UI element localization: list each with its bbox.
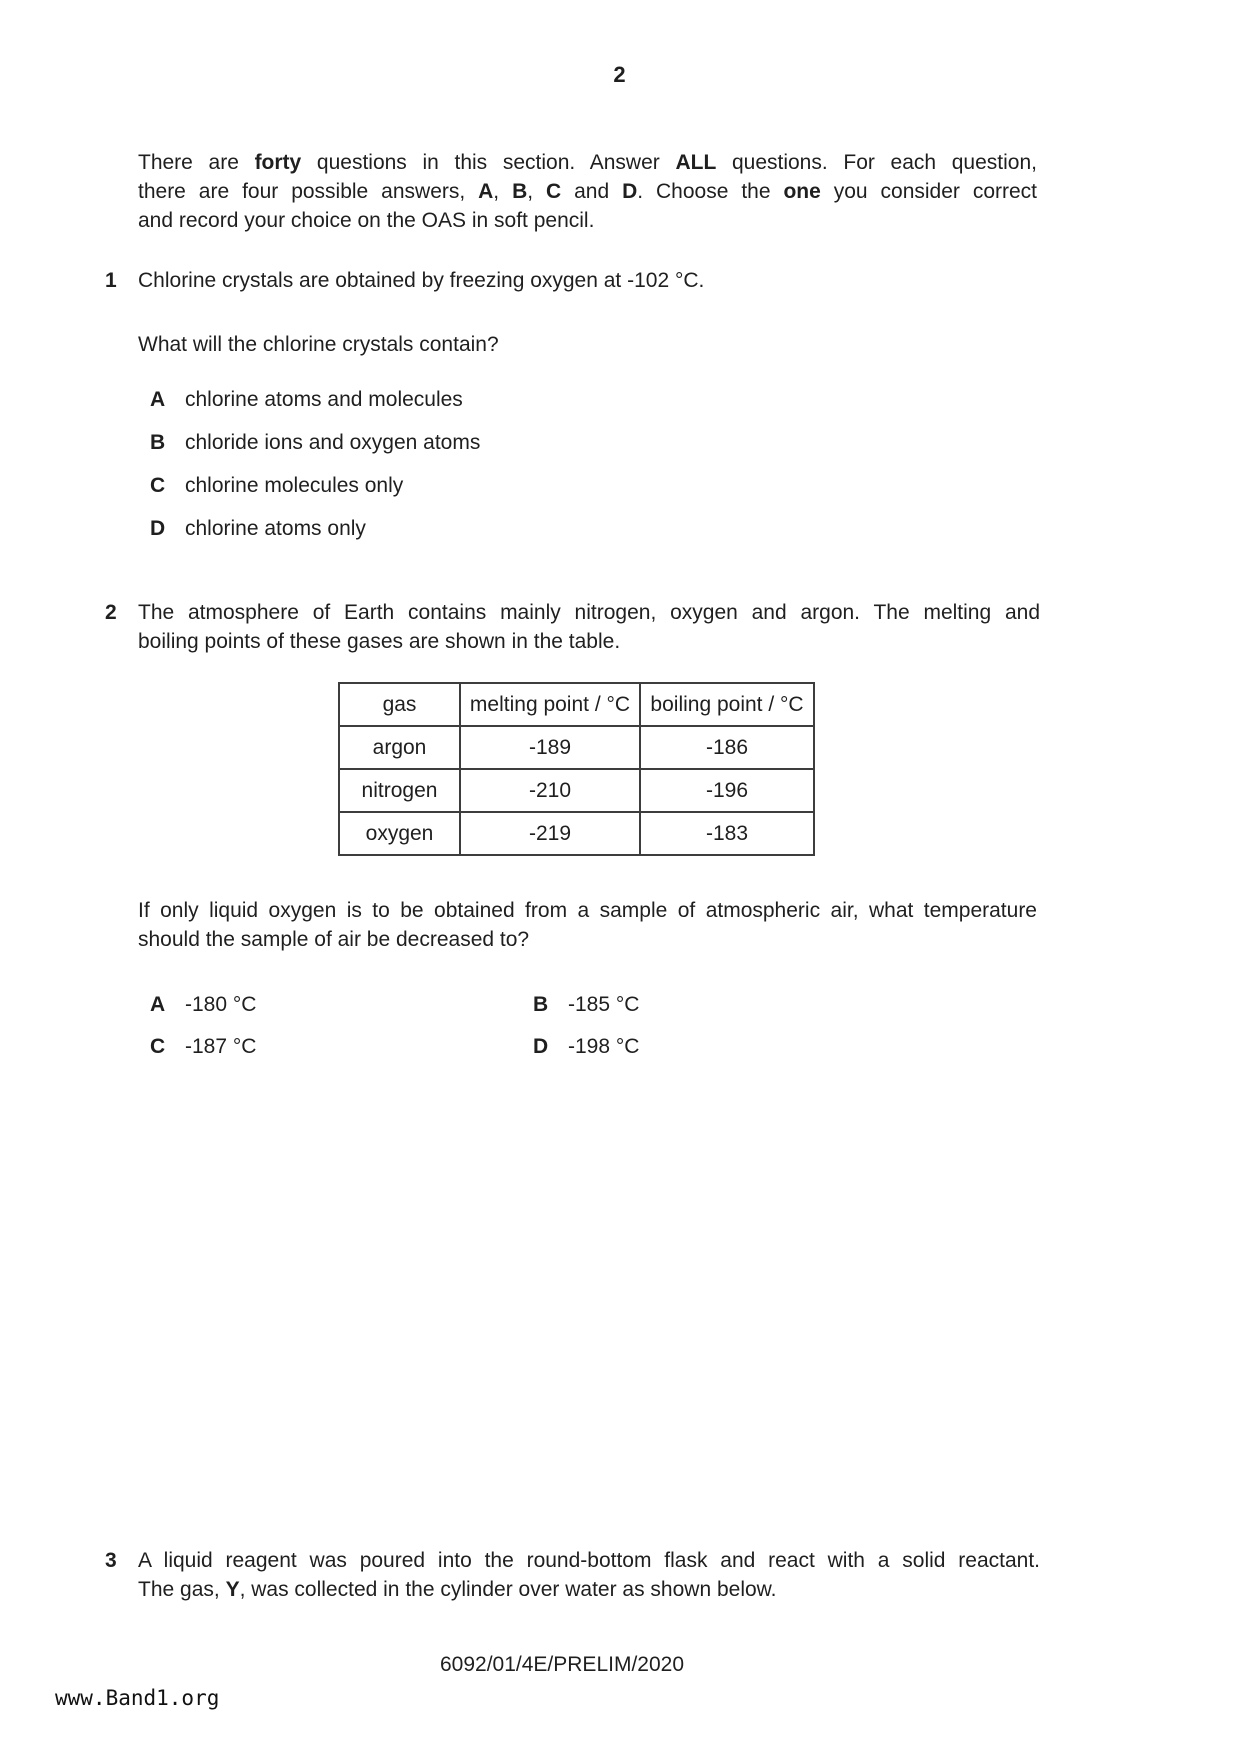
text-segment: . Choose the — [637, 180, 784, 203]
stem-line-2: boiling points of these gases are shown in the table. — [138, 630, 621, 653]
option-letter: D — [150, 517, 166, 540]
prompt-line-2: should the sample of air be decreased to? — [138, 928, 530, 951]
text-segment: and record your choice on the OAS in soft pencil. — [138, 209, 595, 232]
watermark-url: www.Band1.org — [55, 1686, 220, 1710]
question-2-options — [105, 990, 1040, 1061]
option-text: chloride ions and oxygen atoms — [185, 431, 481, 454]
question-2-prompt — [105, 896, 1037, 954]
question-number: 1 — [105, 269, 117, 292]
option-letter: B — [533, 993, 549, 1016]
option-text: -185 °C — [568, 993, 640, 1016]
table-row — [339, 812, 814, 855]
option-row-d — [150, 514, 1040, 543]
table-header-cell: melting point / °C — [460, 683, 640, 726]
table-row — [339, 726, 814, 769]
table-header-cell: boiling point / °C — [640, 683, 814, 726]
text-segment: C — [546, 180, 562, 203]
question-1-prompt: What will the chlorine crystals contain? — [138, 333, 499, 356]
instructions-line-3 — [138, 206, 1037, 235]
text-segment: Y — [225, 1578, 240, 1601]
question-2-stem-row — [105, 598, 1040, 656]
table-cell: -189 — [460, 726, 640, 769]
question-1-stem-row — [105, 266, 1040, 295]
instructions-line-1 — [138, 148, 1037, 177]
text-segment: ALL — [675, 151, 717, 174]
melting-boiling-points-table — [338, 682, 815, 856]
text-segment: , — [493, 180, 513, 203]
option-row-a — [150, 990, 533, 1019]
text-segment: you consider correct — [820, 180, 1037, 203]
option-text: -187 °C — [185, 1035, 257, 1058]
table-row — [339, 769, 814, 812]
option-letter: A — [150, 993, 166, 1016]
option-text: chlorine molecules only — [185, 474, 404, 497]
text-segment: forty — [254, 151, 302, 174]
text-segment: The gas, — [138, 1578, 226, 1601]
text-segment: one — [783, 180, 821, 203]
stem-line-1: The atmosphere of Earth contains mainly nitrogen, oxygen and argon. The melting and — [138, 601, 1040, 624]
text-segment: There are — [138, 151, 255, 174]
stem-line-2 — [138, 1575, 1040, 1604]
text-segment: A — [478, 180, 494, 203]
question-1-options — [105, 385, 1040, 543]
question-stem: Chlorine crystals are obtained by freezing oxygen at -102 °C. — [138, 269, 705, 292]
text-segment: and — [561, 180, 623, 203]
table-cell: -219 — [460, 812, 640, 855]
question-2 — [105, 598, 1040, 1061]
stem-line-1 — [138, 1546, 1040, 1575]
table-cell: argon — [339, 726, 460, 769]
option-text: chlorine atoms only — [185, 517, 366, 540]
text-segment: , was collected in the cylinder over water as shown below. — [239, 1578, 777, 1601]
option-row-c — [150, 471, 1040, 500]
text-segment: , — [527, 180, 546, 203]
option-row-c — [150, 1032, 533, 1061]
table-cell: oxygen — [339, 812, 460, 855]
text-segment: questions. For each question, — [716, 151, 1037, 174]
option-letter: C — [150, 1035, 166, 1058]
question-number: 3 — [105, 1549, 117, 1572]
option-letter: A — [150, 388, 166, 411]
table-cell: nitrogen — [339, 769, 460, 812]
option-row-b — [150, 428, 1040, 457]
option-text: -180 °C — [185, 993, 257, 1016]
footer-paper-code: 6092/01/4E/PRELIM/2020 — [440, 1653, 685, 1676]
text-segment: A liquid reagent was poured into the round-bottom flask and react with a solid reactant. — [138, 1549, 1040, 1572]
question-stem — [138, 598, 1040, 656]
option-letter: B — [150, 431, 166, 454]
question-3 — [105, 1546, 1040, 1604]
option-row-a — [150, 385, 1040, 414]
question-stem — [138, 1546, 1040, 1604]
table-cell: -186 — [640, 726, 814, 769]
option-letter: D — [533, 1035, 549, 1058]
text-segment: questions in this section. Answer — [301, 151, 676, 174]
table-cell: -210 — [460, 769, 640, 812]
section-instructions — [138, 148, 1037, 235]
table-header-row — [339, 683, 814, 726]
table-header-cell: gas — [339, 683, 460, 726]
text-segment: there are four possible answers, — [138, 180, 479, 203]
option-text: -198 °C — [568, 1035, 640, 1058]
table-cell: -183 — [640, 812, 814, 855]
text-segment: D — [622, 180, 638, 203]
page-number: 2 — [613, 62, 626, 87]
option-letter: C — [150, 474, 166, 497]
question-1 — [105, 266, 1040, 543]
question-3-stem-row — [105, 1546, 1040, 1604]
text-segment: B — [512, 180, 528, 203]
option-row-b — [533, 990, 1040, 1019]
instructions-line-2 — [138, 177, 1037, 206]
prompt-line-1: If only liquid oxygen is to be obtained from a sample of atmospheric air, what temperature — [138, 899, 1037, 922]
option-text: chlorine atoms and molecules — [185, 388, 463, 411]
table-cell: -196 — [640, 769, 814, 812]
option-row-d — [533, 1032, 1040, 1061]
question-number: 2 — [105, 601, 117, 624]
